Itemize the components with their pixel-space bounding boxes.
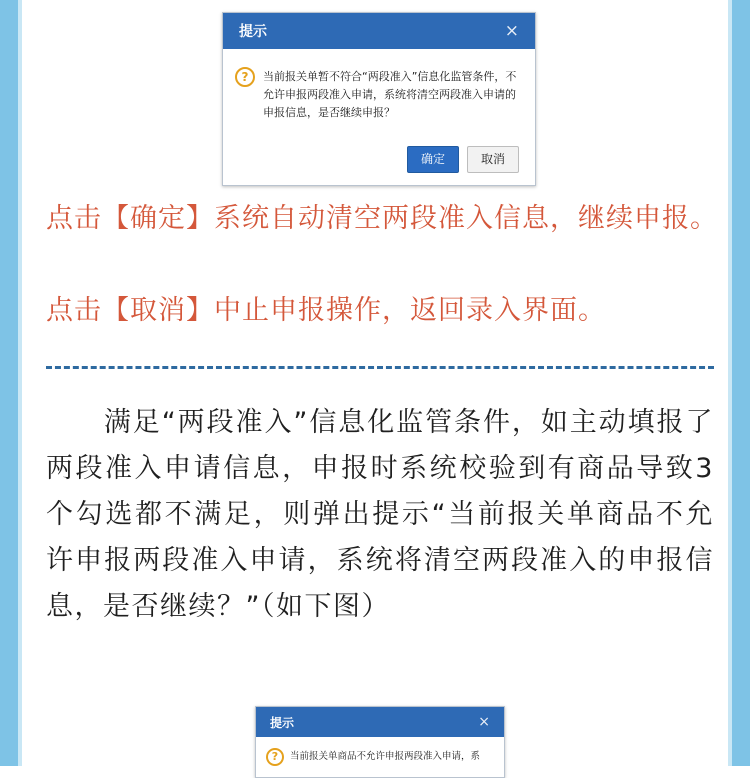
confirm-dialog: [222, 12, 536, 186]
dialog-header: [223, 13, 535, 49]
confirm-button[interactable]: 确定: [407, 146, 459, 173]
question-icon: ?: [266, 748, 284, 766]
close-icon[interactable]: ×: [478, 714, 490, 730]
close-icon[interactable]: ×: [504, 21, 519, 41]
explanation-paragraph: 满足“两段准入”信息化监管条件，如主动填报了两段准入申请信息，申报时系统校验到有商品导致3个勾选都不满足，则弹出提示“当前报关单商品不允许申报两段准入申请，系统将清空两段准入的申报信息，是否继续？”（如下图）: [46, 407, 714, 622]
dialog-message: 当前报关单商品不允许申报两段准入申请，系: [290, 751, 481, 762]
note-cancel: 点击【取消】中止申报操作，返回录入界面。: [46, 295, 606, 326]
dashed-divider: [46, 366, 714, 369]
dialog-title: 提示: [239, 24, 267, 40]
dialog-message: 当前报关单暂不符合“两段准入”信息化监管条件，不允许申报两段准入申请，系统将清空两段准入申请的申报信息，是否继续申报？: [263, 70, 517, 119]
question-icon: ?: [235, 67, 255, 87]
cancel-button[interactable]: 取消: [467, 146, 519, 173]
note-confirm: 点击【确定】系统自动清空两段准入信息，继续申报。: [46, 203, 718, 234]
left-side-border: [0, 0, 22, 766]
dialog-header: [256, 707, 504, 737]
dialog-title: 提示: [270, 715, 295, 730]
right-side-border: [728, 0, 750, 766]
confirm-dialog-2: [255, 706, 505, 778]
